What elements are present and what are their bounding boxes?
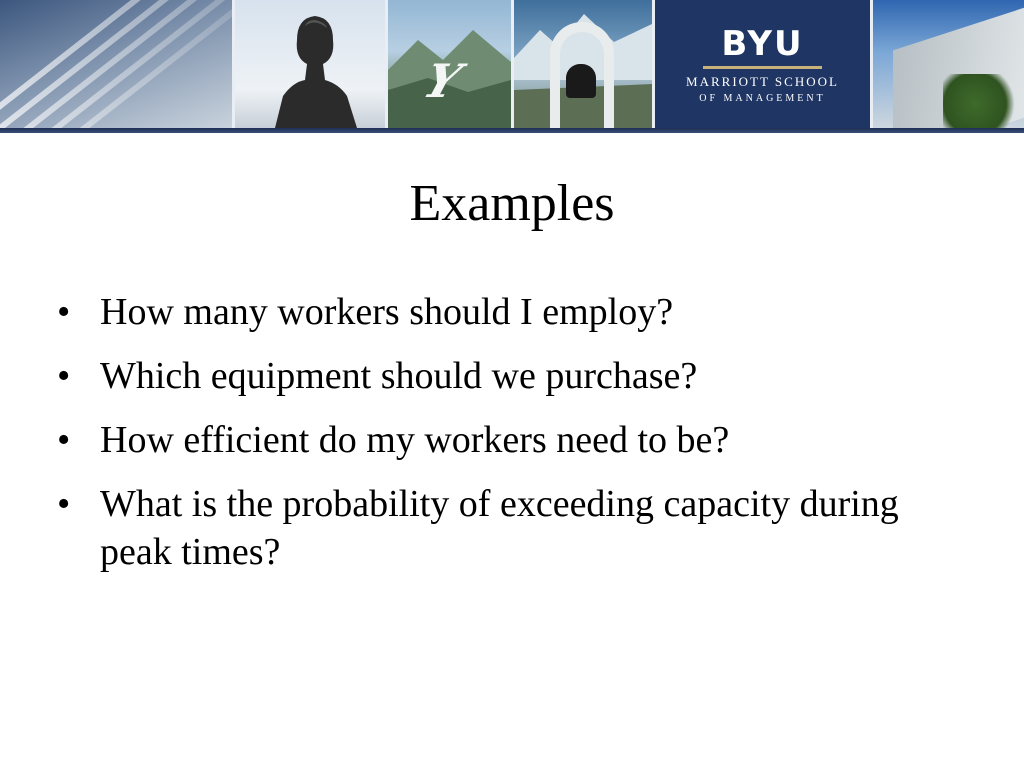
bullet-icon: • [57,355,71,397]
statue-photo [235,0,385,128]
modern-building-photo [873,0,1024,128]
school-subtitle: OF MANAGEMENT [699,93,826,104]
bullet-text: Which equipment should we purchase? [100,355,698,397]
statue-icon [235,0,385,128]
y-letter-icon: Y [417,54,468,108]
bullet-icon: • [57,483,71,525]
bullet-icon: • [57,419,71,461]
bullet-text: How efficient do my workers need to be? [100,419,730,461]
byu-logo [655,0,870,128]
building-photo [0,0,232,128]
school-name: MARRIOTT SCHOOL [686,74,839,89]
logo-rule [703,66,822,69]
banner-underline [0,128,1024,133]
mountain-photo [388,0,511,128]
bullet-item [57,480,957,576]
bullet-text: How many workers should I employ? [100,291,674,333]
bell-tower-photo [514,0,652,128]
tree-icon [943,74,1023,128]
bullet-item [57,352,957,400]
slide-title: Examples [409,175,615,232]
bell-icon [566,64,596,98]
bullet-item [57,416,957,464]
header-banner [0,0,1024,128]
bullet-list [57,288,957,592]
bullet-icon: • [57,291,71,333]
bullet-item [57,288,957,336]
bullet-text: What is the probability of exceeding capacity during peak times? [100,483,899,573]
byu-wordmark: BYU [721,24,804,64]
